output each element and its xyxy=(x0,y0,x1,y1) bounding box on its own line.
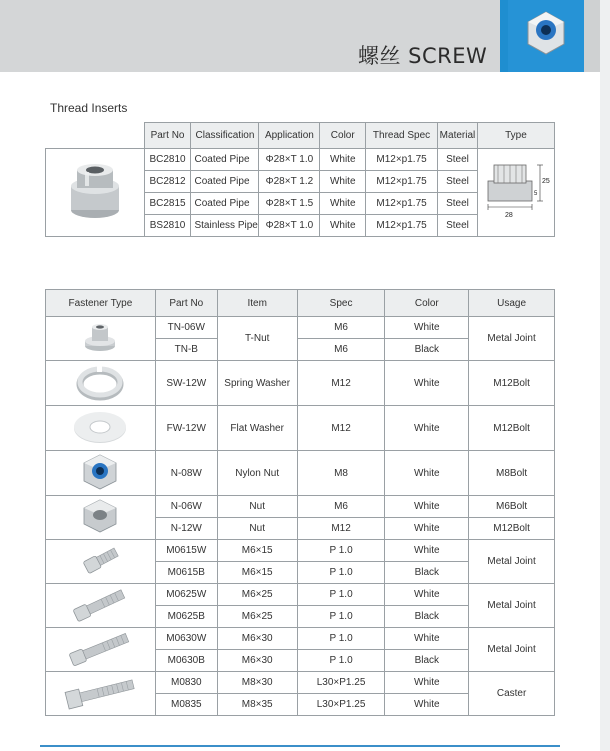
table-row xyxy=(46,406,555,451)
item-cell: M6×25 xyxy=(217,584,297,606)
application-cell: Φ28×T 1.0 xyxy=(259,149,320,171)
item-cell: M6×30 xyxy=(217,628,297,650)
table-row xyxy=(46,628,555,650)
nylon-nut-icon xyxy=(78,452,122,492)
table-header-row xyxy=(46,290,555,317)
spring-washer-icon xyxy=(75,362,125,402)
socket-bolt-short-icon xyxy=(70,540,130,580)
usage-cell: Metal Joint xyxy=(469,628,555,672)
table-header-row xyxy=(46,123,555,149)
color-cell: White xyxy=(320,149,366,171)
column-header: Part No xyxy=(155,290,217,317)
page-edge xyxy=(600,0,610,751)
color-cell: White xyxy=(385,672,469,694)
spec-cell: M12×p1.75 xyxy=(366,193,438,215)
fastener-image-cell xyxy=(46,451,156,496)
item-cell: M6×30 xyxy=(217,650,297,672)
column-header: Spec xyxy=(297,290,385,317)
spec-cell: P 1.0 xyxy=(297,562,385,584)
color-cell: White xyxy=(385,628,469,650)
table-row xyxy=(46,361,555,406)
spec-cell: M6 xyxy=(297,496,385,518)
item-cell: Nut xyxy=(217,518,297,540)
part-no-cell: M0630W xyxy=(155,628,217,650)
part-no-cell: N-12W xyxy=(155,518,217,540)
color-cell: White xyxy=(385,317,469,339)
column-header: Part No xyxy=(144,123,191,149)
usage-cell: M12Bolt xyxy=(469,406,555,451)
item-cell: M8×35 xyxy=(217,694,297,716)
color-cell: White xyxy=(385,540,469,562)
header-icon-box xyxy=(508,0,584,72)
thread-insert-icon xyxy=(65,156,125,226)
color-cell: White xyxy=(320,193,366,215)
part-no-cell: M0830 xyxy=(155,672,217,694)
dim-height-label: 25 xyxy=(541,178,550,185)
column-header: Color xyxy=(320,123,366,149)
classification-cell: Coated Pipe xyxy=(191,171,259,193)
item-cell: M6×15 xyxy=(217,562,297,584)
part-no-cell: BC2812 xyxy=(144,171,191,193)
color-cell: White xyxy=(385,406,469,451)
fastener-image-cell xyxy=(46,540,156,584)
usage-cell: M8Bolt xyxy=(469,451,555,496)
item-cell: Nylon Nut xyxy=(217,451,297,496)
socket-bolt-long-icon xyxy=(64,628,136,668)
color-cell: Black xyxy=(385,650,469,672)
color-cell: White xyxy=(385,361,469,406)
material-cell: Steel xyxy=(437,171,477,193)
column-header: Classification xyxy=(191,123,259,149)
item-cell: M6×15 xyxy=(217,540,297,562)
item-cell: M8×30 xyxy=(217,672,297,694)
color-cell: Black xyxy=(385,339,469,361)
fastener-image-cell xyxy=(46,584,156,628)
part-no-cell: N-08W xyxy=(155,451,217,496)
material-cell: Steel xyxy=(437,193,477,215)
page-title: 螺丝 SCREW xyxy=(358,44,488,68)
usage-cell: M12Bolt xyxy=(469,518,555,540)
fastener-image-cell xyxy=(46,672,156,716)
color-cell: Black xyxy=(385,562,469,584)
fastener-image-cell xyxy=(46,361,156,406)
flat-washer-icon xyxy=(70,407,130,447)
thread-insert-diagram xyxy=(477,149,554,237)
part-no-cell: BC2815 xyxy=(144,193,191,215)
color-cell: White xyxy=(385,451,469,496)
classification-cell: Stainless Pipe xyxy=(191,215,259,237)
item-cell: Spring Washer xyxy=(217,361,297,406)
fastener-image-cell xyxy=(46,628,156,672)
table-row xyxy=(46,149,555,171)
usage-cell: M6Bolt xyxy=(469,496,555,518)
color-cell: White xyxy=(320,171,366,193)
color-cell: White xyxy=(385,584,469,606)
part-no-cell: M0625B xyxy=(155,606,217,628)
t-nut-icon xyxy=(80,319,120,355)
application-cell: Φ28×T 1.0 xyxy=(259,215,320,237)
column-header: Material xyxy=(437,123,477,149)
color-cell: White xyxy=(385,694,469,716)
nylon-nut-icon xyxy=(508,0,584,72)
column-header: Fastener Type xyxy=(46,290,156,317)
part-no-cell: TN-06W xyxy=(155,317,217,339)
classification-cell: Coated Pipe xyxy=(191,193,259,215)
item-cell: Nut xyxy=(217,496,297,518)
dim-small-label: 5 xyxy=(533,191,538,197)
spec-cell: M12×p1.75 xyxy=(366,171,438,193)
thread-insert-photo xyxy=(46,149,145,237)
spec-cell: M12×p1.75 xyxy=(366,215,438,237)
spec-cell: M12 xyxy=(297,406,385,451)
part-no-cell: BC2810 xyxy=(144,149,191,171)
spec-cell: P 1.0 xyxy=(297,650,385,672)
table-row xyxy=(46,451,555,496)
table-row xyxy=(46,317,555,339)
usage-cell: M12Bolt xyxy=(469,361,555,406)
classification-cell: Coated Pipe xyxy=(191,149,259,171)
column-header: Thread Spec xyxy=(366,123,438,149)
hex-bolt-icon xyxy=(60,672,140,712)
spec-cell: L30×P1.25 xyxy=(297,672,385,694)
part-no-cell: N-06W xyxy=(155,496,217,518)
item-cell: M6×25 xyxy=(217,606,297,628)
fastener-image-cell xyxy=(46,496,156,540)
spec-cell: M8 xyxy=(297,451,385,496)
table-row xyxy=(46,672,555,694)
part-no-cell: BS2810 xyxy=(144,215,191,237)
spec-cell: P 1.0 xyxy=(297,628,385,650)
item-cell: Flat Washer xyxy=(217,406,297,451)
thread-insert-diagram-icon xyxy=(478,151,554,231)
color-cell: White xyxy=(320,215,366,237)
column-header: Type xyxy=(477,123,554,149)
spec-cell: M6 xyxy=(297,339,385,361)
table-row xyxy=(46,584,555,606)
column-header: Application xyxy=(259,123,320,149)
table-row xyxy=(46,496,555,518)
part-no-cell: M0615B xyxy=(155,562,217,584)
usage-cell: Caster xyxy=(469,672,555,716)
section-title-thread-inserts: Thread Inserts xyxy=(50,101,128,115)
hex-nut-icon xyxy=(78,496,122,536)
material-cell: Steel xyxy=(437,149,477,171)
part-no-cell: TN-B xyxy=(155,339,217,361)
spec-cell: M12×p1.75 xyxy=(366,149,438,171)
usage-cell: Metal Joint xyxy=(469,584,555,628)
color-cell: White xyxy=(385,518,469,540)
part-no-cell: M0835 xyxy=(155,694,217,716)
part-no-cell: M0625W xyxy=(155,584,217,606)
spec-cell: P 1.0 xyxy=(297,540,385,562)
spec-cell: P 1.0 xyxy=(297,584,385,606)
part-no-cell: M0615W xyxy=(155,540,217,562)
item-cell: T-Nut xyxy=(217,317,297,361)
color-cell: White xyxy=(385,496,469,518)
spec-cell: M12 xyxy=(297,361,385,406)
spec-cell: P 1.0 xyxy=(297,606,385,628)
header-blank xyxy=(46,123,145,149)
column-header: Item xyxy=(217,290,297,317)
part-no-cell: SW-12W xyxy=(155,361,217,406)
application-cell: Φ28×T 1.5 xyxy=(259,193,320,215)
header-accent-stripe xyxy=(500,0,508,72)
material-cell: Steel xyxy=(437,215,477,237)
part-no-cell: M0630B xyxy=(155,650,217,672)
thread-inserts-table xyxy=(45,122,555,237)
fastener-image-cell xyxy=(46,317,156,361)
footer-divider xyxy=(40,745,560,747)
fasteners-table xyxy=(45,289,555,716)
fastener-image-cell xyxy=(46,406,156,451)
spec-cell: M12 xyxy=(297,518,385,540)
spec-cell: M6 xyxy=(297,317,385,339)
color-cell: Black xyxy=(385,606,469,628)
header-right-panel xyxy=(584,0,600,72)
socket-bolt-medium-icon xyxy=(65,584,135,624)
part-no-cell: FW-12W xyxy=(155,406,217,451)
table-row xyxy=(46,540,555,562)
usage-cell: Metal Joint xyxy=(469,540,555,584)
application-cell: Φ28×T 1.2 xyxy=(259,171,320,193)
column-header: Color xyxy=(385,290,469,317)
column-header: Usage xyxy=(469,290,555,317)
dim-width-label: 28 xyxy=(504,212,513,219)
spec-cell: L30×P1.25 xyxy=(297,694,385,716)
usage-cell: Metal Joint xyxy=(469,317,555,361)
